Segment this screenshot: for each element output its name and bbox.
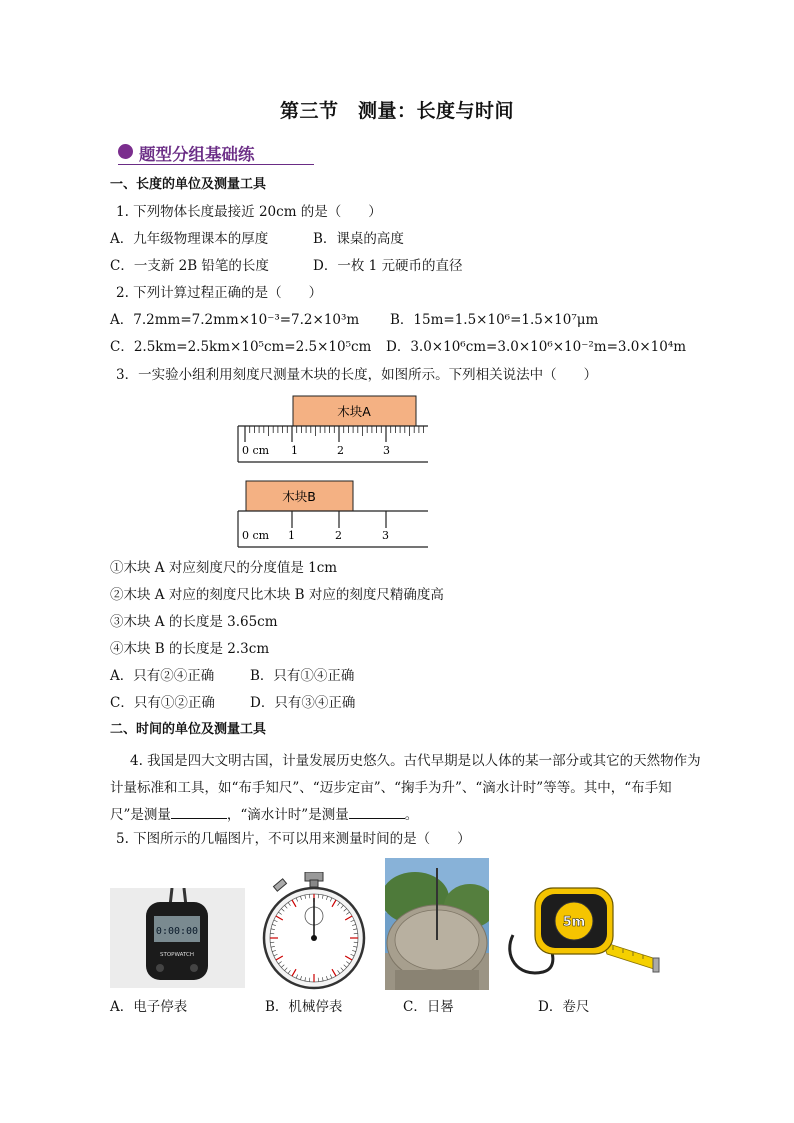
q5-option-c: C．日晷 (403, 999, 454, 1015)
q5-option-d: D．卷尺 (538, 999, 590, 1015)
q4-blank-1[interactable] (171, 806, 227, 819)
watch-display: 0:00:00 (155, 926, 199, 937)
q4-text-3: 。 (404, 807, 419, 823)
section-heading-length: 一、长度的单位及测量工具 (110, 177, 267, 192)
q3-option-a: A．只有②④正确 (110, 668, 215, 684)
ruler-a-ticks (245, 426, 424, 442)
page-title: 第三节 测量：长度与时间 (279, 100, 514, 122)
q1-option-c: C．一支新 2B 铅笔的长度 (110, 258, 269, 274)
q3-statement-2: ②木块 A 对应的刻度尺比木块 B 对应的刻度尺精确度高 (110, 587, 444, 603)
ruler-a-label-3: 3 (383, 444, 390, 457)
block-a-label: 木块A (337, 404, 371, 419)
q5-option-b: B．机械停表 (265, 999, 343, 1015)
ruler-a-label-1: 1 (291, 444, 298, 457)
ruler-diagram (236, 392, 430, 552)
q3-option-c: C．只有①②正确 (110, 695, 215, 711)
q4-text-1: 4. 我国是四大文明古国，计量发展历史悠久。古代早期是以人体的某一部分或其它的天然物作为计量标准和工具，如“布手知尺”、“迈步定亩”、“掬手为升”、“滴水计时”等等。其中，“布手知尺”是测量 (110, 753, 701, 823)
q3-option-b: B．只有①④正确 (250, 668, 355, 684)
tape-size-label: 5m (562, 915, 586, 930)
mechanical-stopwatch-image (258, 872, 372, 990)
q3-option-d: D．只有③④正确 (250, 695, 356, 711)
tape-measure-image (503, 880, 661, 988)
banner-label: 题型分组基础练 (139, 145, 255, 164)
q2-option-a: A．7.2mm=7.2mm×10⁻³=7.2×10³m (110, 312, 360, 328)
q3-statement-4: ④木块 B 的长度是 2.3cm (110, 641, 270, 657)
q1-option-d: D．一枚 1 元硬币的直径 (313, 258, 463, 274)
q1-stem: 1. 下列物体长度最接近 20cm 的是（ ） (116, 204, 382, 220)
q2-option-d: D．3.0×10⁶cm=3.0×10⁶×10⁻²m=3.0×10⁴m (386, 339, 687, 355)
ruler-b-label-3: 3 (382, 529, 389, 542)
section-banner (118, 140, 314, 165)
electronic-stopwatch-image (110, 888, 245, 988)
ruler-a-label-0: 0 cm (242, 444, 270, 457)
q2-option-b: B．15m=1.5×10⁶=1.5×10⁷μm (390, 312, 599, 328)
q1-option-b: B．课桌的高度 (313, 231, 404, 247)
q4-blank-2[interactable] (349, 806, 405, 819)
q4-text-2: ，“滴水计时”是测量 (226, 807, 349, 823)
block-b-label: 木块B (282, 489, 316, 504)
bullet-dot-icon (118, 144, 133, 159)
ruler-a-label-2: 2 (337, 444, 344, 457)
q2-stem: 2. 下列计算过程正确的是（ ） (116, 285, 323, 301)
q3-stem: 3．一实验小组利用刻度尺测量木块的长度，如图所示。下列相关说法中（ ） (116, 367, 598, 383)
q1-option-a: A．九年级物理课本的厚度 (110, 231, 269, 247)
ruler-b-label-2: 2 (335, 529, 342, 542)
sundial-image (385, 858, 489, 990)
watch-brand-label: STOPWATCH (160, 952, 194, 958)
section-heading-time: 二、时间的单位及测量工具 (110, 722, 267, 737)
q5-stem: 5. 下图所示的几幅图片，不可以用来测量时间的是（ ） (116, 831, 471, 847)
q3-statement-1: ①木块 A 对应刻度尺的分度值是 1cm (110, 560, 338, 576)
ruler-b-label-1: 1 (288, 529, 295, 542)
q2-option-c: C．2.5km=2.5km×10⁵cm=2.5×10⁵cm (110, 339, 372, 355)
ruler-b-label-0: 0 cm (242, 529, 270, 542)
q4-paragraph (110, 748, 704, 829)
q5-option-a: A．电子停表 (110, 999, 188, 1015)
q3-statement-3: ③木块 A 的长度是 3.65cm (110, 614, 278, 630)
